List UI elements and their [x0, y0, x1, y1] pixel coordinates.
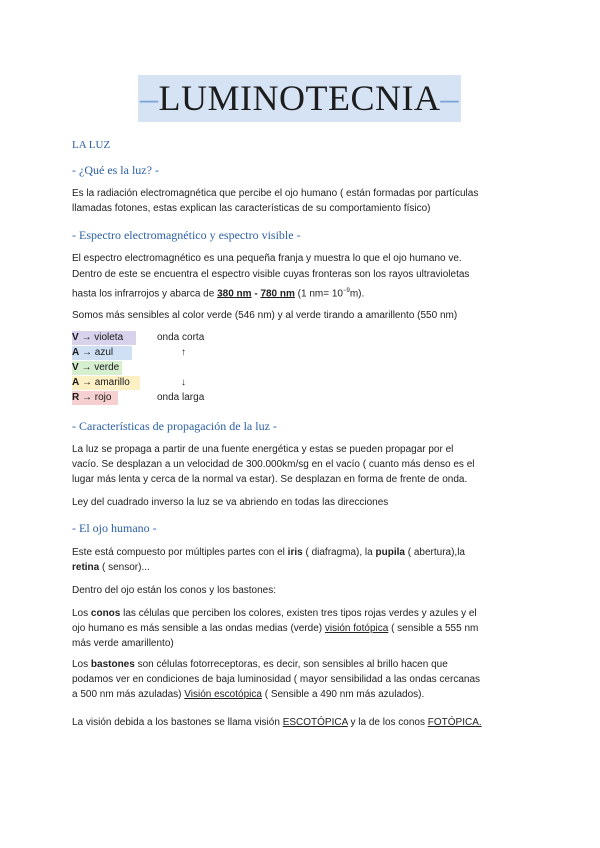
term-pupila: pupila: [375, 547, 405, 558]
final-text-a: La visión debida a los bastones se llama visión: [72, 717, 283, 728]
heading-propagacion: - Características de propagación de la luz -: [72, 419, 277, 433]
color-key: A: [72, 347, 80, 358]
color-label: → amarillo: [79, 377, 130, 388]
para-prop-line1: La luz se propaga a partir de una fuente energética y estas se pueden propagar por el: [72, 444, 454, 455]
color-key: V: [72, 332, 79, 343]
color-label: → rojo: [79, 392, 112, 403]
conos-text-c: las células que perciben los colores, existen tres tipos rojas verdes y azules y el: [120, 608, 477, 619]
para-que-es-line1: Es la radiación electromagnética que percibe el ojo humano ( están formadas por partículas: [72, 188, 479, 199]
para-conos-line2: [72, 621, 532, 636]
para-ley: Ley del cuadrado inverso la luz se va abriendo en todas las direcciones: [72, 497, 389, 508]
range-end: 780 nm: [260, 288, 295, 300]
label-onda-larga: onda larga: [157, 392, 205, 403]
arrow-down-icon: ↓: [181, 377, 186, 388]
espectro-text-a: hasta los infrarrojos y abarca de: [72, 288, 218, 300]
range-start: 380 nm: [217, 288, 252, 300]
range-sep: -: [251, 288, 261, 300]
heading-que-es-la-luz: - ¿Qué es la luz? -: [72, 163, 159, 177]
term-iris: iris: [287, 547, 303, 558]
final-text-b: y la de los conos: [347, 717, 428, 728]
color-item-violeta: [72, 331, 136, 345]
para-conos-line1: [72, 606, 532, 621]
espectro-text-f: m).: [349, 288, 365, 300]
heading-espectro: - Espectro electromagnético y espectro visible -: [72, 228, 301, 242]
para-bastones-line1: [72, 657, 532, 672]
term-escotopica: ESCOTÓPICA: [282, 717, 348, 728]
arrow-up-icon: ↑: [181, 347, 186, 358]
conos-text-a: Los: [72, 608, 91, 619]
ojo-text-b: ( diafragma), la: [302, 547, 376, 558]
para-ojo-line2: [72, 560, 532, 575]
para-final: [72, 715, 532, 730]
term-vision-fotopica: visión fotópica: [324, 623, 389, 634]
color-label: → verde: [78, 362, 120, 373]
color-key: R: [72, 392, 80, 403]
conos-text-d: ojo humano es más sensible a las ondas medias (verde): [72, 623, 325, 634]
color-label: → violeta: [78, 332, 124, 343]
color-item-azul: [72, 346, 132, 360]
term-retina: retina: [72, 562, 100, 573]
bast-text-d: a 500 nm más azuladas): [72, 689, 185, 700]
heading-ojo-humano: - El ojo humano -: [72, 521, 157, 535]
term-fotopica: FOTÓPICA.: [427, 717, 482, 728]
title-banner: [138, 75, 461, 122]
para-ojo-line1: [72, 545, 532, 560]
para-prop-line3: lugar más lenta y cerca de la normal va estar). Se desplazan en forma de frente de onda.: [72, 474, 468, 485]
term-conos: conos: [90, 608, 121, 619]
color-label: → azul: [79, 347, 114, 358]
term-bastones: bastones: [90, 659, 135, 670]
color-key: V: [72, 362, 79, 373]
para-prop-line2: vacío. Se desplazan a un velocidad de 300.000km/sg en el vacío ( cuanto más denso es el: [72, 459, 475, 470]
para-espectro-line2: Dentro de este se encuentra el espectro visible cuyas fronteras son los rayos ultravioletas: [72, 269, 470, 280]
para-sensibilidad: Somos más sensibles al color verde (546 nm) y al verde tirando a amarillento (550 nm): [72, 310, 458, 321]
conos-text-e: ( sensible a 555 nm: [388, 623, 479, 634]
label-onda-corta: onda corta: [157, 332, 205, 343]
title-dash-left: –: [140, 78, 159, 118]
para-espectro-line1: El espectro electromagnético es una pequeña franja y muestra lo que el ojo humano ve.: [72, 253, 462, 264]
para-bastones-line2: podamos ver en condiciones de baja luminosidad ( mayor sensibilidad a las ondas cercanas: [72, 674, 481, 685]
ojo-text-c: ( abertura),la: [404, 547, 465, 558]
color-item-verde: [72, 361, 122, 375]
espectro-text-e: (1 nm= 10: [294, 288, 343, 300]
term-vision-escotopica: Visión escotópica: [184, 689, 262, 700]
para-que-es-line2: llamadas fotones, estas explican las características de su comportamiento físico): [72, 203, 431, 214]
bast-text-a: Los: [72, 659, 91, 670]
color-item-amarillo: [72, 376, 140, 390]
ojo-text-d: ( sensor)...: [99, 562, 150, 573]
section-label: LA LUZ: [72, 139, 111, 151]
ojo-text-a: Este está compuesto por múltiples partes con el: [72, 547, 288, 558]
bast-text-e: ( Sensible a 490 nm más azulados).: [261, 689, 425, 700]
bast-text-c: son células fotorreceptoras, es decir, son sensibles al brillo hacen que: [134, 659, 448, 670]
color-key: A: [72, 377, 80, 388]
exponent: −9: [343, 288, 350, 294]
para-dentro: Dentro del ojo están los conos y los bastones:: [72, 585, 277, 596]
page-title: [138, 75, 461, 122]
para-conos-line3: más verde amarillento): [72, 638, 174, 649]
para-espectro-line3: [72, 284, 532, 301]
color-item-rojo: [72, 391, 118, 405]
title-text: LUMINOTECNIA: [158, 78, 441, 118]
para-bastones-line3: [72, 687, 532, 702]
title-dash-right: –: [440, 78, 459, 118]
